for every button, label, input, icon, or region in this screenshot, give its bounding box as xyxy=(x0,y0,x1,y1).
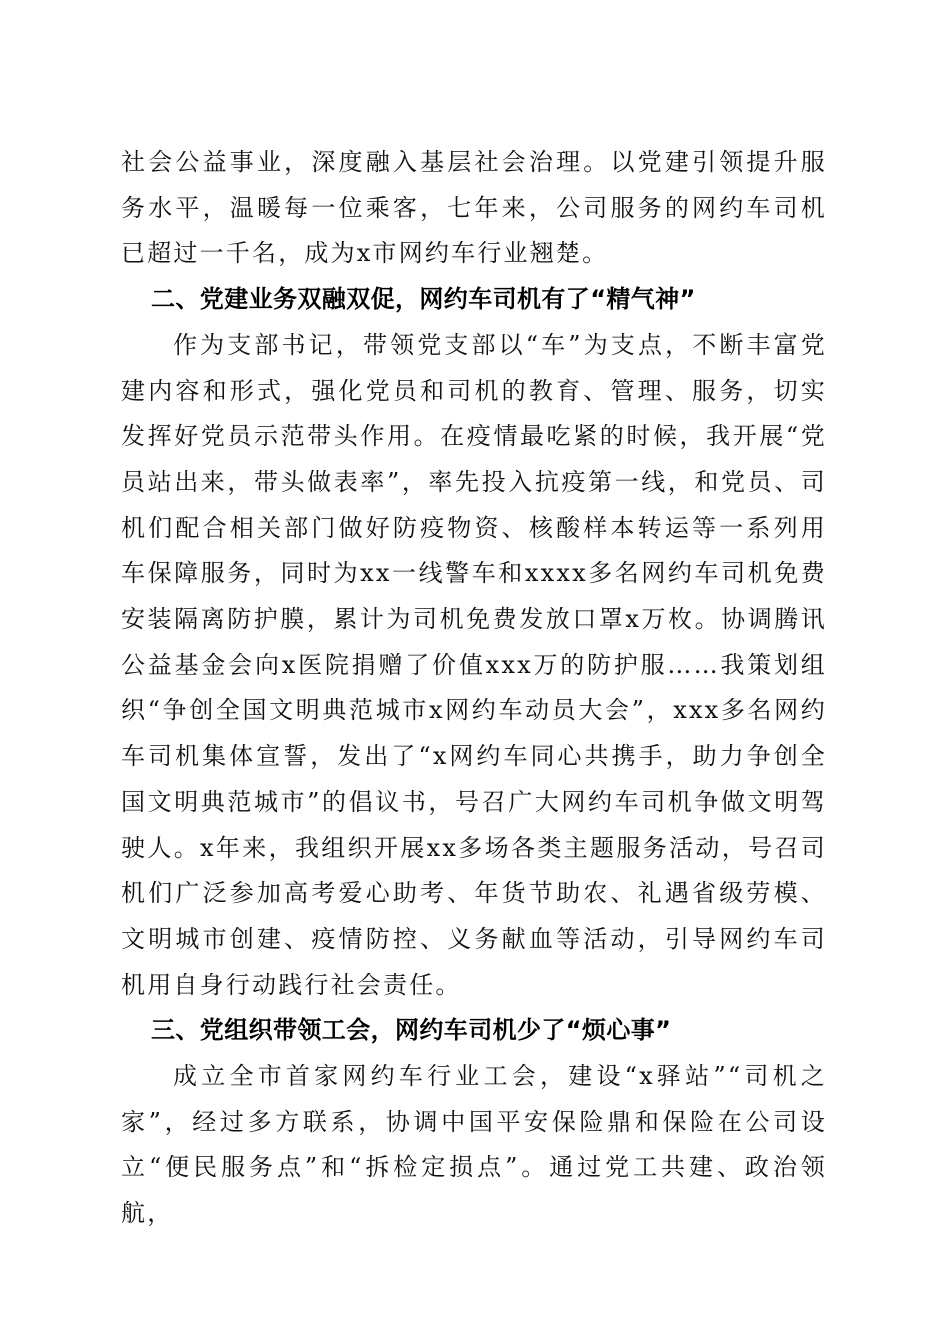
paragraph-intro-continuation: 社会公益事业，深度融入基层社会治理。以党建引领提升服务水平，温暖每一位乘客，七年来，公司服务的网约车司机已超过一千名，成为x市网约车行业翘楚。 xyxy=(121,148,827,268)
paragraph-section-2-body: 作为支部书记，带领党支部以“车”为支点，不断丰富党建内容和形式，强化党员和司机的教育、管理、服务，切实发挥好党员示范带头作用。在疫情最吃紧的时候，我开展“党员站出来，带头做表率”，率先投入抗疫第一线，和党员、司机们配合相关部门做好防疫物资、核酸样本转运等一系列用车保障服务，同时为xx一线警车和xxxx多名网约车司机免费安装隔离防护膜，累计为司机免费发放口罩x万枚。协调腾讯公益基金会向x医院捐赠了价值xxx万的防护服……我策划组织“争创全国文明典范城市x网约车动员大会”，xxx多名网约车司机集体宣誓，发出了“x网约车同心共携手，助力争创全国文明典范城市”的倡议书，号召广大网约车司机争做文明驾驶人。x年来，我组织开展xx多场各类主题服务活动，号召司机们广泛参加高考爱心助考、年货节助农、礼遇省级劳模、文明城市创建、疫情防控、义务献血等活动，引导网约车司机用自身行动践行社会责任。 xyxy=(121,330,827,999)
section-heading-2: 二、党建业务双融双促，网约车司机有了“精气神” xyxy=(151,285,696,314)
paragraph-section-3-body: 成立全市首家网约车行业工会，建设“x驿站”“司机之家”，经过多方联系，协调中国平安保险鼎和保险在公司设立“便民服务点”和“拆检定损点”。通过党工共建、政治领航， xyxy=(121,1062,827,1228)
section-heading-3: 三、党组织带领工会，网约车司机少了“烦心事” xyxy=(151,1016,672,1045)
document-body xyxy=(121,140,827,1237)
